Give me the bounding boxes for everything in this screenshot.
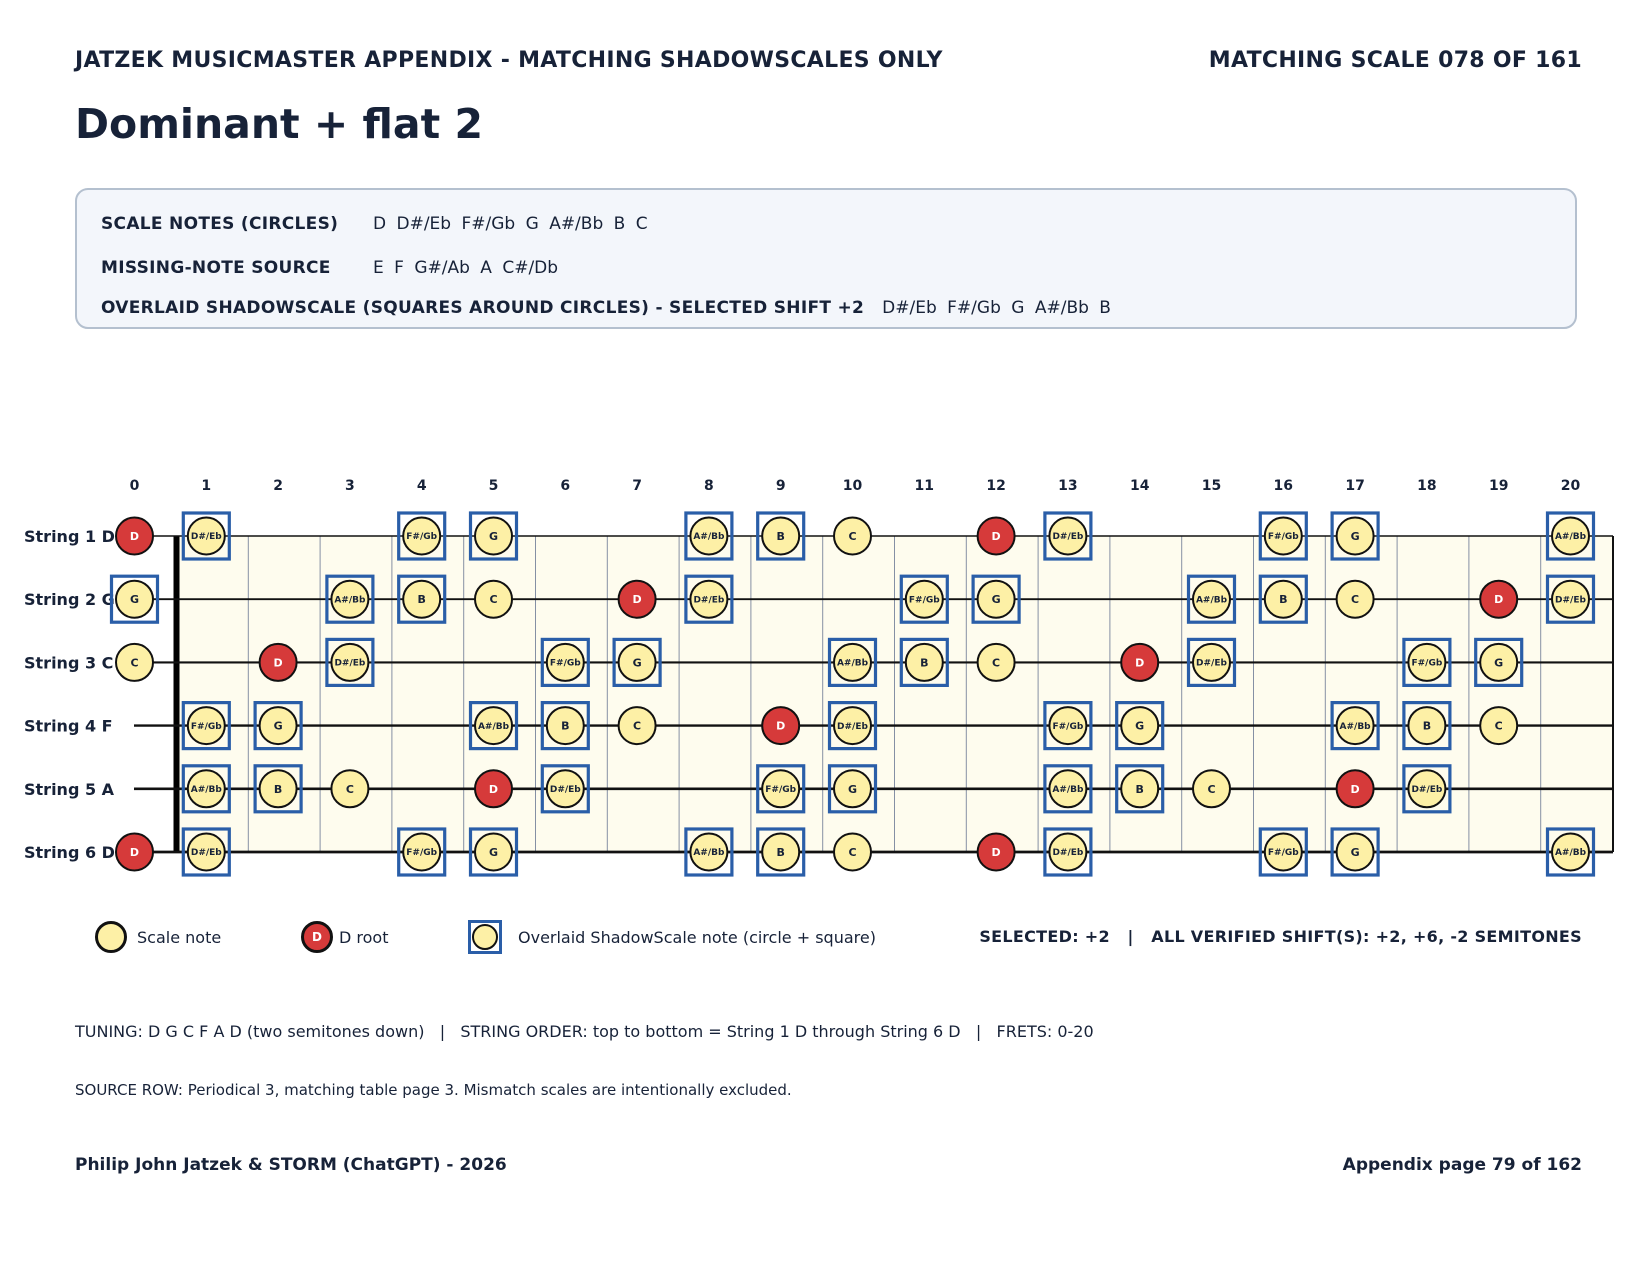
fret-number: 7 [632, 478, 642, 494]
fret-number: 16 [1273, 478, 1294, 494]
note-label: G [1494, 656, 1504, 670]
note-label: B [273, 782, 283, 796]
note-label: G [991, 593, 1001, 607]
fret-number: 18 [1417, 478, 1437, 494]
fret-number: 17 [1345, 478, 1365, 494]
note-label: A#/Bb [1195, 595, 1228, 606]
note-label: F#/Gb [908, 595, 940, 606]
tuning-note: TUNING: D G C F A D (two semitones down) | STRING ORDER: top to bottom = String 1 D through String 6 D | FRETS: 0-20 [75, 1022, 1094, 1041]
note-label: F#/Gb [549, 658, 581, 669]
note-label: C [1494, 719, 1503, 733]
note-label: D#/Eb [693, 595, 725, 606]
string-label: String 3 C [24, 653, 114, 673]
note-label: A#/Bb [836, 658, 869, 669]
note-label: D#/Eb [190, 848, 222, 859]
fret-number: 19 [1488, 478, 1509, 494]
note-label: D [273, 656, 283, 670]
note-label: A#/Bb [334, 595, 366, 606]
fret-number: 1 [201, 478, 212, 494]
note-label: B [776, 529, 785, 543]
legend-root [301, 915, 388, 959]
string-label: String 1 D [24, 527, 115, 546]
note-label: B [1135, 782, 1144, 796]
note-label: D [991, 845, 1001, 859]
legend-root-label: D root [339, 927, 389, 947]
overlaid-row [101, 298, 1111, 318]
root-swatch: D [301, 921, 333, 953]
fret-number: 5 [488, 478, 499, 494]
scale-title: Dominant + flat 2 [75, 100, 483, 148]
note-label: B [561, 719, 570, 733]
note-label: G [1350, 529, 1360, 543]
note-label: D [488, 782, 499, 796]
note-label: C [1207, 782, 1216, 796]
note-label: C [1351, 593, 1360, 607]
string-label: String 2 G [24, 590, 115, 610]
note-label: D [632, 593, 642, 607]
fret-number: 10 [842, 478, 863, 494]
note-label: D [776, 719, 786, 733]
note-label: B [1279, 593, 1288, 607]
overlaid-swatch [468, 920, 502, 954]
note-label: C [130, 656, 139, 670]
scale-notes-row [101, 214, 648, 234]
note-label: A#/Bb [1554, 848, 1587, 859]
overlaid-value: D#/Eb F#/Gb G A#/Bb B [882, 298, 1111, 318]
note-label: G [1135, 719, 1145, 733]
note-label: C [992, 656, 1001, 670]
fret-number: 6 [560, 478, 571, 494]
legend [0, 915, 1650, 959]
fret-number: 11 [914, 478, 935, 494]
note-label: A#/Bb [1554, 532, 1587, 543]
note-label: D#/Eb [549, 785, 581, 796]
source-note: SOURCE ROW: Periodical 3, matching table page 3. Mismatch scales are intentionally excluded. [75, 1081, 792, 1099]
fret-number: 0 [129, 478, 140, 494]
fret-number: 15 [1201, 478, 1222, 494]
fret-number: 2 [273, 478, 283, 494]
fretboard-diagram [0, 460, 1650, 890]
note-label: D [129, 845, 140, 859]
missing-note-label: MISSING-NOTE SOURCE [101, 258, 331, 278]
selected-shift-summary: SELECTED: +2 | ALL VERIFIED SHIFT(S): +2, +6, -2 SEMITONES [979, 927, 1582, 946]
note-label: F#/Gb [1052, 721, 1084, 732]
overlaid-label: OVERLAID SHADOWSCALE (SQUARES AROUND CIRCLES) - SELECTED SHIFT +2 [101, 298, 865, 318]
scale-note-swatch [95, 921, 127, 953]
note-label: D#/Eb [1411, 785, 1443, 796]
note-label: G [129, 593, 140, 607]
note-label: D [1135, 656, 1145, 670]
legend-scale-note [95, 915, 221, 959]
fret-number: 12 [986, 478, 1006, 494]
note-label: C [848, 845, 857, 859]
legend-overlaid-label: Overlaid ShadowScale note (circle + square) [518, 927, 876, 947]
footer-authors: Philip John Jatzek & STORM (ChatGPT) - 2026 [75, 1155, 507, 1175]
fret-number: 9 [775, 478, 786, 494]
note-label: D#/Eb [1052, 848, 1084, 859]
note-label: B [1422, 719, 1432, 733]
note-label: A#/Bb [1052, 785, 1084, 796]
string-label: String 5 A [24, 779, 115, 799]
note-label: F#/Gb [406, 848, 438, 859]
note-label: A#/Bb [693, 532, 725, 543]
note-label: D [129, 529, 140, 543]
note-label: A#/Bb [1339, 721, 1371, 732]
note-label: G [632, 656, 642, 670]
footer-page: Appendix page 79 of 162 [1342, 1155, 1582, 1175]
fret-number: 13 [1058, 478, 1078, 494]
note-label: D [1494, 593, 1504, 607]
note-label: F#/Gb [1411, 658, 1443, 669]
scale-info-box [75, 188, 1577, 329]
note-label: F#/Gb [765, 785, 797, 796]
string-label: String 4 F [24, 716, 113, 736]
note-label: F#/Gb [406, 532, 438, 543]
note-label: F#/Gb [1267, 532, 1299, 543]
scale-notes-label: SCALE NOTES (CIRCLES) [101, 214, 339, 234]
string-label: String 6 D [24, 843, 115, 862]
note-label: A#/Bb [477, 721, 510, 732]
note-label: A#/Bb [190, 785, 222, 796]
note-label: G [488, 529, 499, 543]
note-label: C [848, 529, 857, 543]
note-label: D#/Eb [1555, 595, 1586, 606]
note-label: D#/Eb [1052, 532, 1084, 543]
appendix-header: JATZEK MUSICMASTER APPENDIX - MATCHING SHADOWSCALES ONLY [75, 48, 943, 73]
note-label: F#/Gb [1267, 848, 1299, 859]
note-label: C [345, 782, 354, 796]
legend-scale-note-label: Scale note [137, 927, 222, 947]
note-label: G [847, 782, 858, 796]
scale-notes-value: D D#/Eb F#/Gb G A#/Bb B C [373, 214, 648, 234]
legend-overlaid [468, 915, 876, 959]
note-label: F#/Gb [190, 721, 222, 732]
note-label: C [489, 593, 498, 607]
note-label: G [488, 845, 499, 859]
note-label: D#/Eb [1196, 658, 1227, 669]
fret-number: 8 [704, 478, 714, 494]
note-label: G [273, 719, 283, 733]
note-label: G [1350, 845, 1360, 859]
note-label: A#/Bb [693, 848, 725, 859]
note-label: D#/Eb [190, 532, 222, 543]
missing-note-row [101, 258, 558, 278]
scale-counter: MATCHING SCALE 078 OF 161 [1208, 48, 1582, 73]
note-label: B [920, 656, 929, 670]
fret-number: 4 [416, 478, 427, 494]
note-label: D [991, 529, 1001, 543]
note-label: D#/Eb [837, 721, 868, 732]
fret-number: 14 [1129, 478, 1150, 494]
missing-note-value: E F G#/Ab A C#/Db [373, 258, 559, 278]
fret-number: 3 [345, 478, 355, 494]
note-label: C [633, 719, 642, 733]
note-label: D#/Eb [334, 658, 366, 669]
note-label: B [776, 845, 785, 859]
fret-number: 20 [1560, 478, 1581, 494]
note-label: B [417, 593, 426, 607]
note-label: D [1350, 782, 1360, 796]
